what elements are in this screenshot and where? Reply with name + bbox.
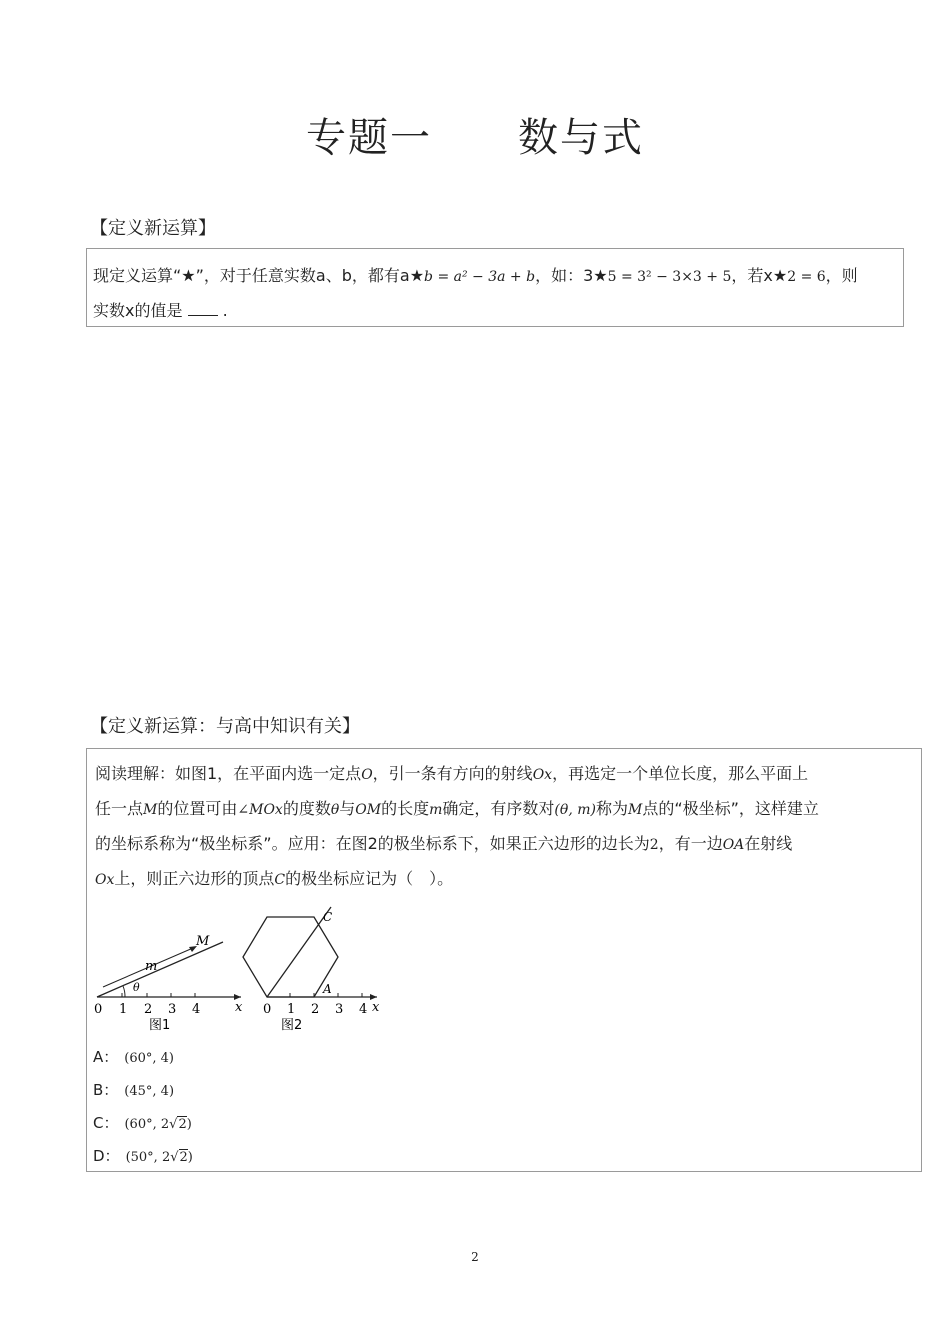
fig1-tick-3: 3: [168, 1002, 177, 1017]
fig1-tick-2: 2: [144, 1002, 153, 1017]
question1-line1: 现定义运算“★”，对于任意实数a、b，都有a★b = a² − 3a + b，如：3★5 = 3² − 3×3 + 5，若x★2 = 6，则: [93, 266, 858, 285]
title-part1: 专题一: [306, 115, 432, 161]
fig1-tick-0: 0: [94, 1002, 103, 1017]
fig1-theta-label: θ: [133, 981, 140, 994]
fig1-m-label: m: [145, 959, 158, 974]
figure1: [94, 934, 243, 1033]
section1-heading: 【定义新运算】: [90, 218, 216, 239]
fig2-tick-2: 2: [311, 1002, 320, 1017]
fig2-x-label: x: [372, 1000, 380, 1015]
fig2-tick-4: 4: [359, 1002, 368, 1017]
figure2: [243, 907, 380, 1033]
title-part2: 数与式: [518, 115, 644, 161]
page-number: 2: [471, 1250, 479, 1264]
fig1-M-label: M: [196, 934, 210, 949]
question2-box: [86, 748, 922, 1172]
option-b[interactable]: B： (45°, 4): [93, 1081, 175, 1099]
answer-blank: [188, 301, 218, 316]
question1-line2: 实数x的值是 .: [93, 301, 228, 320]
fig2-tick-0: 0: [263, 1002, 272, 1017]
figures: [91, 910, 391, 1039]
fig1-caption: 图1: [149, 1018, 171, 1033]
fig2-tick-3: 3: [335, 1002, 344, 1017]
fig1-tick-1: 1: [119, 1002, 128, 1017]
section2-heading: 【定义新运算：与高中知识有关】: [90, 716, 360, 737]
question1-box: [86, 248, 904, 327]
option-a[interactable]: A： (60°, 4): [93, 1048, 174, 1066]
fig2-C-label: C: [323, 910, 333, 924]
fig2-caption: 图2: [281, 1018, 303, 1033]
fig2-A-label: A: [323, 982, 332, 996]
option-c[interactable]: C： (60°, 2√2): [93, 1114, 192, 1132]
page-title: [0, 106, 950, 163]
fig2-tick-1: 1: [287, 1002, 296, 1017]
question2-text: 阅读理解：如图1，在平面内选一定点O，引一条有方向的射线Ox，再选定一个单位长度，那么平面上 任一点M的位置可由∠MOx的度数θ与OM的长度m确定，有序数对(θ, m)称为M点的“极坐标”，这样建立 的坐标系称为“极坐标系”。应用：在图2的极坐标系下，如果正六边形的边长为2，有一边OA在射线 Ox上，则正六边形的顶点C的极坐标应记为（ ）。: [95, 764, 819, 888]
fig1-tick-4: 4: [192, 1002, 201, 1017]
option-d[interactable]: D： (50°, 2√2): [93, 1147, 193, 1165]
fig1-x-label: x: [235, 1000, 243, 1015]
